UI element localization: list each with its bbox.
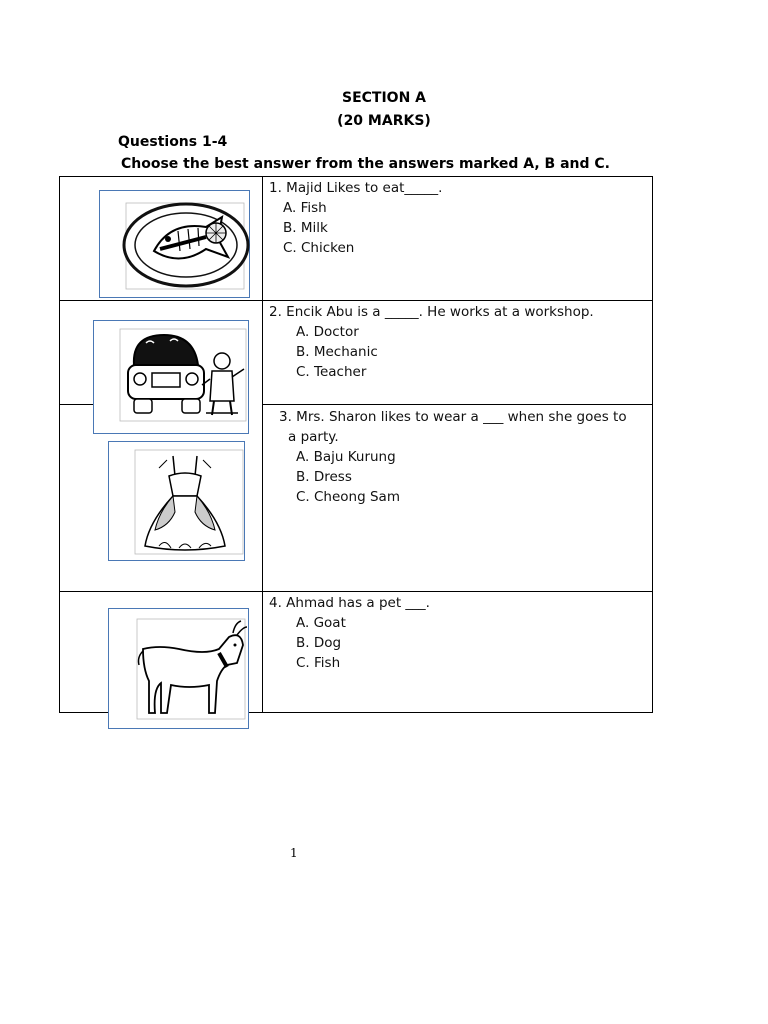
page-number: 1 xyxy=(290,846,298,860)
question-1-option-c[interactable]: C. Chicken xyxy=(283,240,355,256)
section-title: SECTION A xyxy=(341,90,426,106)
goat-picture xyxy=(108,608,249,729)
section-marks: (20 MARKS) xyxy=(337,113,431,129)
question-4-option-a[interactable]: A. Goat xyxy=(296,615,346,631)
row-divider-2b xyxy=(59,404,94,405)
question-1 xyxy=(269,178,442,258)
question-3-stem-line1: 3. Mrs. Sharon likes to wear a ___ when she goes to xyxy=(279,409,627,425)
question-2-option-a[interactable]: A. Doctor xyxy=(296,324,359,340)
question-1-option-b[interactable]: B. Milk xyxy=(283,220,328,236)
question-4 xyxy=(269,593,430,673)
table-column-divider xyxy=(262,176,263,713)
question-4-option-b[interactable]: B. Dog xyxy=(296,635,342,651)
row-divider-1 xyxy=(59,300,653,301)
question-2-stem: 2. Encik Abu is a _____. He works at a workshop. xyxy=(269,304,594,320)
question-2-option-b[interactable]: B. Mechanic xyxy=(296,344,378,360)
question-3-option-a[interactable]: A. Baju Kurung xyxy=(296,449,396,465)
instruction-text: Choose the best answer from the answers marked A, B and C. xyxy=(121,156,610,172)
question-4-stem: 4. Ahmad has a pet ___. xyxy=(269,595,430,611)
mechanic-with-car-icon xyxy=(94,321,250,435)
goat-icon xyxy=(109,609,250,730)
fish-on-plate-picture xyxy=(99,190,250,298)
fish-on-plate-icon xyxy=(100,191,251,299)
dress-picture xyxy=(108,441,245,561)
dress-icon xyxy=(109,442,246,562)
question-3 xyxy=(279,407,627,507)
question-3-option-b[interactable]: B. Dress xyxy=(296,469,352,485)
question-1-stem: 1. Majid Likes to eat_____. xyxy=(269,180,443,196)
question-2-option-c[interactable]: C. Teacher xyxy=(296,364,367,380)
row-divider-3 xyxy=(59,591,653,592)
row-divider-2 xyxy=(262,404,653,405)
mechanic-with-car-picture xyxy=(93,320,249,434)
question-4-option-c[interactable]: C. Fish xyxy=(296,655,341,671)
question-1-option-a[interactable]: A. Fish xyxy=(283,200,327,216)
question-3-stem-line2: a party. xyxy=(288,429,339,445)
questions-range: Questions 1-4 xyxy=(118,134,228,150)
question-3-option-c[interactable]: C. Cheong Sam xyxy=(296,489,400,505)
question-2 xyxy=(269,302,594,382)
